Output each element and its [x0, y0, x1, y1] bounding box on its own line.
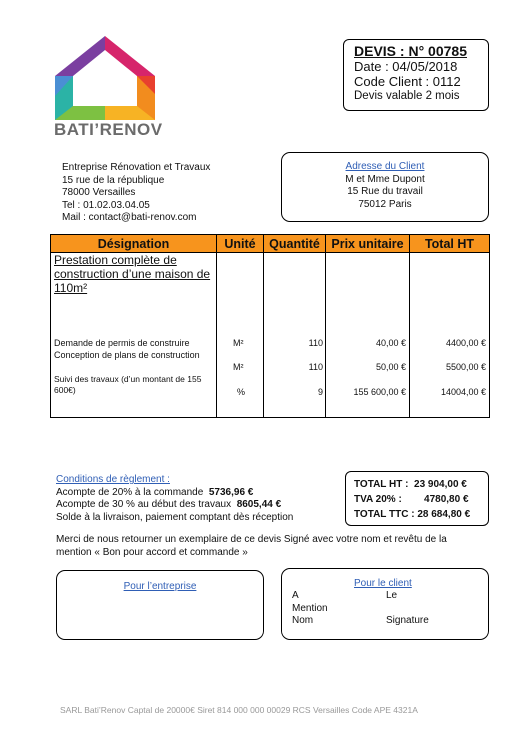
date-label: Le [386, 590, 398, 601]
quantity-cell [264, 253, 326, 418]
payment-conditions [56, 474, 293, 524]
total-ht-value: 23 904,00 € [414, 479, 467, 490]
company-street: 15 rue de la république [62, 174, 165, 186]
row-2-unit: M² [233, 362, 244, 372]
row-2-qty: 110 [308, 362, 323, 372]
company-address [62, 162, 210, 225]
client-city: 75012 Paris [358, 198, 412, 210]
header-unit: Unité [217, 235, 264, 253]
row-3-qty: 9 [317, 387, 323, 397]
conditions-title: Conditions de règlement : [56, 474, 170, 485]
company-signature-box[interactable] [56, 570, 264, 640]
logo-house-icon [55, 36, 155, 120]
deposit-2-amount: 8605,44 € [236, 499, 282, 510]
devis-date: Date : 04/05/2018 [354, 59, 458, 74]
price-cell [326, 253, 410, 418]
row-3-price: 155 600,00 € [353, 387, 406, 397]
company-signature-title: Pour l’entreprise [123, 581, 197, 592]
place-label: A [292, 590, 299, 601]
totals-box [345, 471, 489, 526]
company-name: Entreprise Rénovation et Travaux [62, 162, 211, 173]
return-instructions: Merci de nous retourner un exemplaire de ce devis Signé avec votre nom et revêtu de la mention « Bon pour accord et commande » [56, 534, 447, 558]
name-label: Nom [292, 615, 314, 626]
deposit-2-text: Acompte de 30 % au début des travaux [56, 499, 232, 510]
row-1-qty: 110 [308, 338, 323, 348]
company-mail: Mail : contact@bati-renov.com [62, 212, 197, 223]
legal-footer: SARL Bati’Renov Captal de 20000€ Siret 814 000 000 00029 RCS Versailles Code APE 4321A [60, 705, 418, 715]
unit-cell [217, 253, 264, 418]
row-3-designation: Suivi des travaux (d’un montant de 155 600€) [54, 374, 202, 395]
devis-info-box [343, 39, 489, 111]
row-2-designation: Conception de plans de construction [54, 350, 200, 360]
header-unit-price: Prix unitaire [326, 235, 410, 253]
tva-value: 4780,80 € [424, 494, 469, 505]
prestation-heading: Prestation complète de construction d’une maison de 110m² [54, 253, 211, 295]
deposit-1-amount: 5736,96 € [208, 486, 254, 498]
row-1-unit: M² [233, 338, 244, 348]
deposit-1-text: Acompte de 20% à la commande [56, 486, 204, 498]
row-1-price: 40,00 € [375, 338, 406, 348]
row-2-total: 5500,00 € [445, 362, 486, 372]
client-address-box [281, 152, 489, 222]
row-1-total: 4400,00 € [445, 338, 486, 348]
designation-cell [51, 253, 217, 418]
client-street: 15 Rue du travail [347, 186, 423, 197]
client-signature-title: Pour le client [354, 578, 412, 589]
company-city: 78000 Versailles [62, 187, 136, 198]
row-1-designation: Demande de permis de construire [54, 338, 190, 348]
header-total: Total HT [410, 235, 490, 253]
tva-label: TVA 20% : [354, 494, 402, 505]
total-ttc-label: TOTAL TTC : [354, 509, 415, 520]
items-table [50, 234, 490, 418]
mention-label: Mention [292, 603, 328, 614]
validity: Devis valable 2 mois [354, 90, 460, 102]
signature-label: Signature [386, 615, 429, 626]
client-name: M et Mme Dupont [345, 173, 425, 185]
total-ttc-value: 28 684,80 € [417, 509, 471, 520]
total-cell [410, 253, 490, 418]
devis-number: DEVIS : N° 00785 [354, 43, 467, 59]
brand-name: BATI’RENOV [54, 120, 163, 139]
company-tel: Tel : 01.02.03.04.05 [62, 199, 150, 211]
row-2-price: 50,00 € [375, 362, 406, 372]
client-title: Adresse du Client [345, 161, 425, 172]
balance-text: Solde à la livraison, paiement comptant dès réception [56, 511, 294, 523]
header-designation: Désignation [51, 235, 217, 253]
header-quantity: Quantité [264, 235, 326, 253]
client-code: Code Client : 0112 [354, 74, 461, 89]
total-ht-label: TOTAL HT : [354, 479, 409, 490]
client-signature-box[interactable] [281, 568, 489, 640]
row-3-total: 14004,00 € [440, 387, 486, 397]
row-3-unit: % [237, 387, 246, 397]
